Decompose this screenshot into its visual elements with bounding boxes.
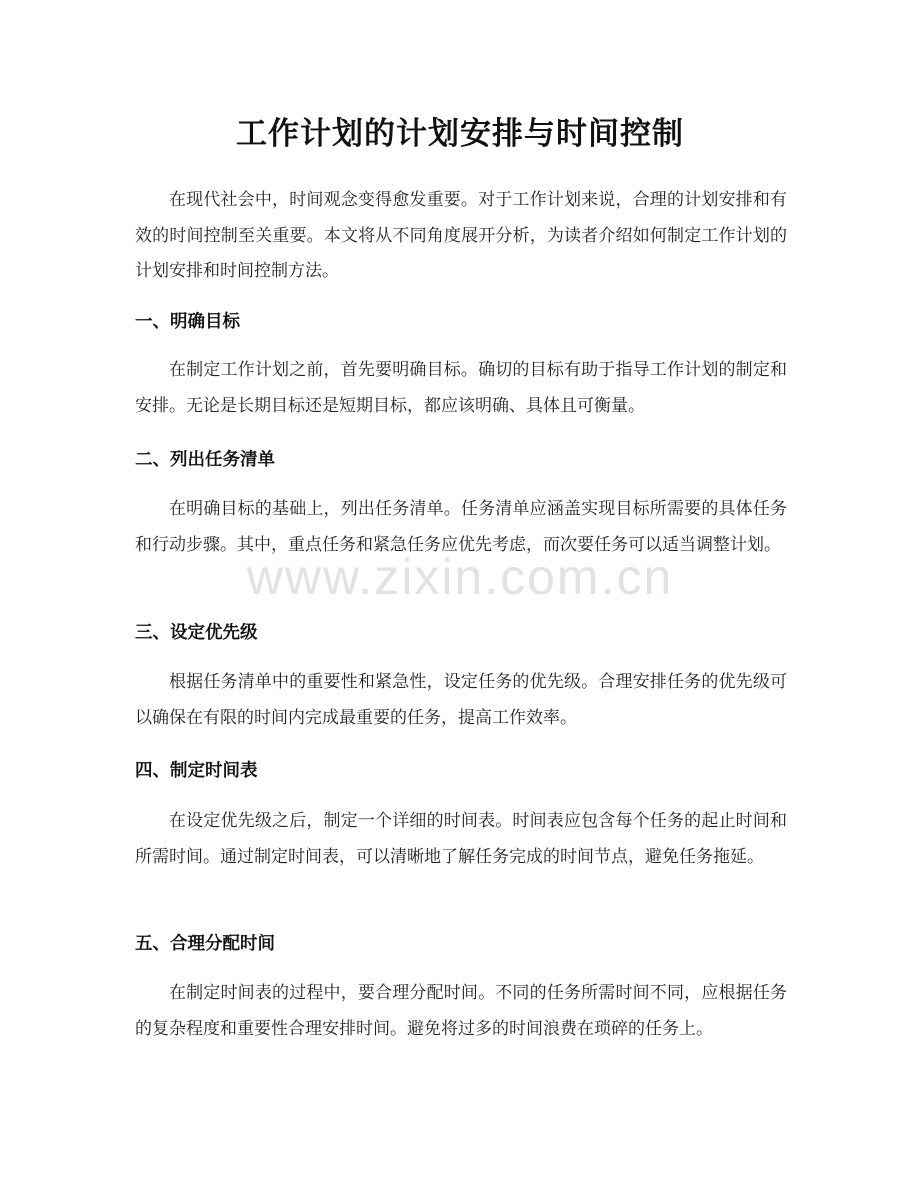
section-heading-1: 一、明确目标 [135,312,240,332]
page-title: 工作计划的计划安排与时间控制 [236,116,684,152]
section-heading-2: 二、列出任务清单 [135,450,275,470]
watermark: www.zixin.com.cn [246,549,674,605]
section-body-3: 根据任务清单中的重要性和紧急性，设定任务的优先级。合理安排任务的优先级可以确保在有限的时间内完成最重要的任务，提高工作效率。 [135,672,787,728]
section-heading-3: 三、设定优先级 [135,623,258,643]
intro-paragraph: 在现代社会中，时间观念变得愈发重要。对于工作计划来说，合理的计划安排和有效的时间控制至关重要。本文将从不同角度展开分析，为读者介绍如何制定工作计划的计划安排和时间控制方法。 [135,190,787,281]
section-body-5: 在制定时间表的过程中，要合理分配时间。不同的任务所需时间不同，应根据任务的复杂程度和重要性合理安排时间。避免将过多的时间浪费在琐碎的任务上。 [135,983,787,1039]
section-heading-5: 五、合理分配时间 [135,934,275,954]
section-body-1: 在制定工作计划之前，首先要明确目标。确切的目标有助于指导工作计划的制定和安排。无论是长期目标还是短期目标，都应该明确、具体且可衡量。 [135,360,787,416]
section-heading-4: 四、制定时间表 [135,761,258,781]
section-body-4: 在设定优先级之后，制定一个详细的时间表。时间表应包含每个任务的起止时间和所需时间。通过制定时间表，可以清晰地了解任务完成的时间节点，避免任务拖延。 [135,811,787,867]
section-body-2: 在明确目标的基础上，列出任务清单。任务清单应涵盖实现目标所需要的具体任务和行动步骤。其中，重点任务和紧急任务应优先考虑，而次要任务可以适当调整计划。 [135,499,787,555]
